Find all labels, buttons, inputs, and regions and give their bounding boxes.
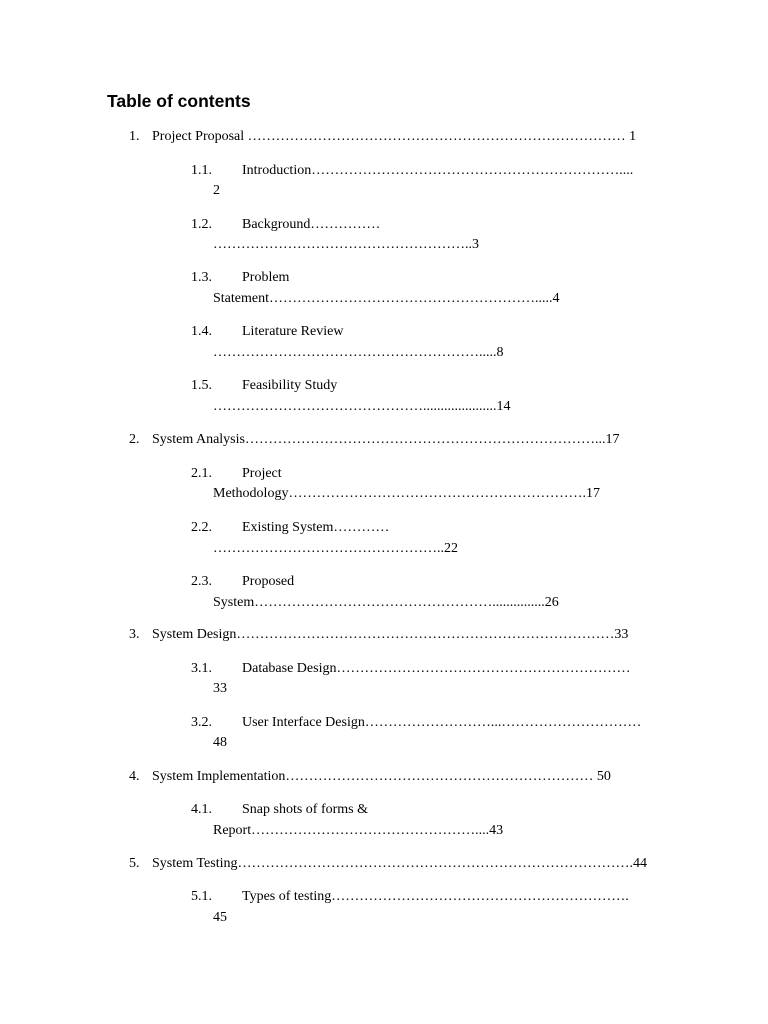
- toc-entry-leader: …………………………………………..22: [213, 541, 458, 556]
- toc-entry-number: 1.1.: [191, 163, 212, 178]
- toc-entry-text: Project: [242, 466, 282, 481]
- toc-entry-leader: ……………………………………….....................14: [213, 399, 511, 414]
- toc-entry-number: 5.1.: [191, 889, 212, 904]
- toc-entry-text: Problem: [242, 270, 290, 285]
- toc-entry-number: 3.: [129, 627, 140, 642]
- toc-entry-page: 45: [213, 910, 227, 925]
- toc-entry-number: 2.: [129, 432, 140, 447]
- toc-entry-number: 4.: [129, 769, 140, 784]
- toc-entry-number: 1.5.: [191, 378, 212, 393]
- toc-entry-text: System Testing………………………………………………………………………….44: [152, 856, 647, 871]
- toc-entry-number: 1.4.: [191, 324, 212, 339]
- toc-entry-number: 2.2.: [191, 520, 212, 535]
- toc-entry-text: Proposed: [242, 574, 295, 589]
- toc-entry-number: 4.1.: [191, 802, 212, 817]
- toc-entry-text: System Design………………………………………………………………………33: [152, 627, 629, 642]
- toc-entry-text: Existing System…………: [242, 520, 390, 535]
- toc-entry-text: Database Design………………………………………………………: [242, 661, 631, 676]
- toc-entry-number: 1.2.: [191, 217, 212, 232]
- toc-entry-continuation: Statement………………………………………………….....4: [213, 291, 560, 306]
- toc-entry-text: Feasibility Study: [242, 378, 338, 393]
- toc-entry-text: System Implementation………………………………………………………… 50: [152, 769, 611, 784]
- toc-entry-text: User Interface Design………………………...…………………………: [242, 715, 642, 730]
- toc-entry-text: Introduction…………………………………………………………....: [242, 163, 634, 178]
- toc-entry-number: 1.: [129, 129, 140, 144]
- page-title: Table of contents: [107, 91, 251, 111]
- toc-entry-continuation: Report…………………………………………....43: [213, 823, 504, 838]
- toc-entry-continuation: System……………………………………………...............26: [213, 595, 559, 610]
- toc-entry-text: Literature Review: [242, 324, 344, 339]
- toc-entry-number: 2.3.: [191, 574, 212, 589]
- toc-entry-page: 2: [213, 183, 220, 198]
- toc-entry-number: 3.1.: [191, 661, 212, 676]
- toc-entry-text: Background……………: [242, 217, 381, 232]
- toc-entry-continuation: Methodology……………………………………………………….17: [213, 486, 600, 501]
- toc-entry-number: 3.2.: [191, 715, 212, 730]
- toc-entry-number: 5.: [129, 856, 140, 871]
- toc-entry-page: 48: [213, 735, 227, 750]
- toc-entry-leader: ………………………………………………..3: [213, 237, 479, 252]
- toc-entry-page: 33: [213, 681, 227, 696]
- toc-entry-number: 2.1.: [191, 466, 212, 481]
- toc-entry-leader: ………………………………………………….....8: [213, 345, 504, 360]
- toc-entry-text: Types of testing……………………………………………………….: [242, 889, 629, 904]
- toc-entry-number: 1.3.: [191, 270, 212, 285]
- toc-entry-text: System Analysis…………………………………………………………………...17: [152, 432, 620, 447]
- toc-entry-text: Snap shots of forms &: [242, 802, 368, 817]
- toc-entry-text: Project Proposal ……………………………………………………………………… 1: [152, 129, 637, 144]
